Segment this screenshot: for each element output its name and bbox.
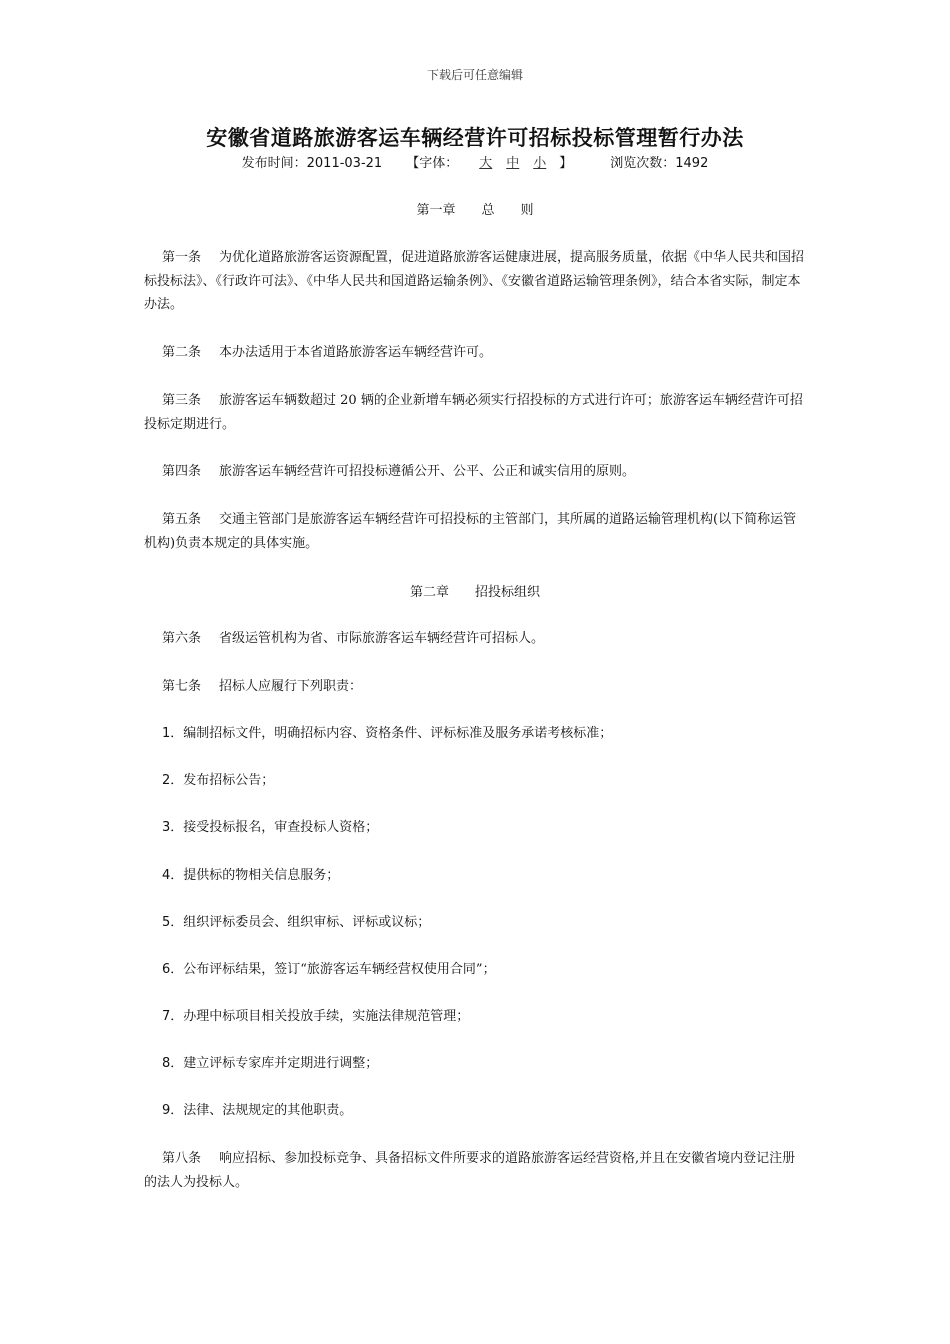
font-size-close: 】 [559, 156, 573, 171]
list-item-number: 3 [162, 820, 171, 835]
article-label: 第一条 [162, 250, 202, 265]
list-item-number: 7 [162, 1009, 171, 1024]
article-text: 本办法适用于本省道路旅游客运车辆经营许可。 [219, 345, 493, 360]
list-item-text: ．组织评标委员会、组织审标、评标或议标； [170, 915, 431, 930]
article-1 [144, 246, 806, 317]
article-label: 第八条 [162, 1151, 202, 1166]
article-label: 第二条 [162, 345, 202, 360]
article-5 [144, 508, 806, 555]
list-item-text: ．办理中标项目相关投放手续，实施法律规范管理； [170, 1009, 470, 1024]
font-size-medium-link[interactable]: 中 [506, 156, 520, 171]
article-8 [144, 1147, 806, 1194]
list-item-text: ．建立评标专家库并定期进行调整； [170, 1056, 379, 1071]
article-text: 响应招标、参加投标竞争、具备招标文件所要求的道路旅游客运经营资格,并且在安徽省境内登记注册的法人为投标人。 [144, 1151, 796, 1190]
list-item-text: ．公布评标结果，签订“旅游客运车辆经营权使用合同”； [170, 962, 496, 977]
font-size-large-link[interactable]: 大 [479, 156, 493, 171]
article-label: 第七条 [162, 679, 202, 694]
page-title: 安徽省道路旅游客运车辆经营许可招标投标管理暂行办法 [206, 125, 744, 150]
list-item-number: 4 [162, 868, 171, 883]
chapter-heading: 第二章 招投标组织 [409, 585, 540, 600]
view-count: 浏览次数：1492 [610, 156, 709, 171]
article-3 [144, 389, 806, 436]
list-item-text: ．提供标的物相关信息服务； [170, 868, 340, 883]
article-text: 招标人应履行下列职责： [219, 679, 363, 694]
list-item [144, 958, 824, 982]
article-label: 第四条 [162, 464, 202, 479]
chapter-heading: 第一章 总 则 [416, 203, 534, 218]
article-6 [144, 627, 806, 651]
article-2 [144, 341, 806, 365]
list-item-number: 9 [162, 1103, 171, 1118]
list-item-number: 8 [162, 1056, 171, 1071]
article-text: 交通主管部门是旅游客运车辆经营许可招投标的主管部门，其所属的道路运输管理机构(以下简称运管机构)负责本规定的具体实施。 [144, 512, 797, 551]
article-text: 为优化道路旅游客运资源配置，促进道路旅游客运健康进展，提高服务质量，依据《中华人民共和国招标投标法》、《行政许可法》、《中华人民共和国道路运输条例》、《安徽省道路运输管理条例》，结合本省实际，制定本办法。 [144, 250, 805, 312]
list-item-number: 6 [162, 962, 171, 977]
list-item-text: ．发布招标公告； [170, 773, 275, 788]
header-note: 下载后可任意编辑 [426, 68, 523, 82]
list-item [144, 722, 824, 746]
list-item [144, 864, 824, 888]
article-4 [144, 460, 806, 484]
list-item-text: ．接受投标报名，审查投标人资格； [170, 820, 379, 835]
list-item [144, 816, 824, 840]
article-label: 第六条 [162, 631, 202, 646]
list-item [144, 1052, 824, 1076]
article-label: 第三条 [162, 393, 202, 408]
list-item-number: 2 [162, 773, 171, 788]
publish-date: 发布时间：2011-03-21 [241, 156, 383, 171]
article-text: 旅游客运车辆数超过 20 辆的企业新增车辆必须实行招投标的方式进行许可；旅游客运车辆经营许可招投标定期进行。 [144, 393, 803, 432]
list-item [144, 1005, 824, 1029]
list-item-number: 1 [162, 726, 171, 741]
font-size-label: 【字体： [406, 156, 459, 171]
list-item-text: ．法律、法规规定的其他职责。 [170, 1103, 353, 1118]
font-size-small-link[interactable]: 小 [533, 156, 547, 171]
list-item-number: 5 [162, 915, 171, 930]
article-text: 省级运管机构为省、市际旅游客运车辆经营许可招标人。 [219, 631, 545, 646]
list-item-text: ．编制招标文件，明确招标内容、资格条件、评标标准及服务承诺考核标准； [170, 726, 613, 741]
list-item [144, 1099, 824, 1123]
list-item [144, 769, 824, 793]
article-7 [144, 675, 806, 699]
article-text: 旅游客运车辆经营许可招投标遵循公开、公平、公正和诚实信用的原则。 [219, 464, 636, 479]
meta-line [0, 152, 950, 171]
article-label: 第五条 [162, 512, 202, 527]
list-item [144, 911, 824, 935]
